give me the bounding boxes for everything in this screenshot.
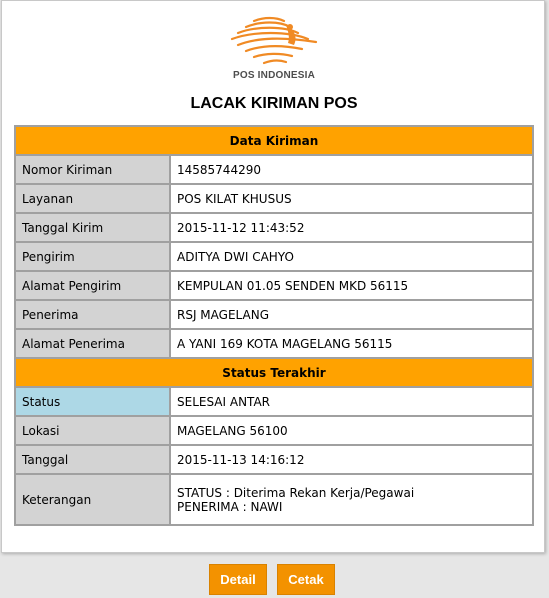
table-row xyxy=(15,387,533,416)
table-row xyxy=(15,155,533,184)
row-value-nomor-kiriman: 14585744290 xyxy=(170,155,533,184)
table-row xyxy=(15,184,533,213)
row-value-alamat-pengirim: KEMPULAN 01.05 SENDEN MKD 56115 xyxy=(170,271,533,300)
keterangan-line-penerima: PENERIMA : NAWI xyxy=(177,499,283,514)
row-label-pengirim: Pengirim xyxy=(15,242,170,271)
keterangan-line-status: STATUS : Diterima Rekan Kerja/Pegawai xyxy=(177,485,415,500)
row-label-status: Status xyxy=(15,387,170,416)
section-header-row xyxy=(15,358,533,387)
row-value-penerima: RSJ MAGELANG xyxy=(170,300,533,329)
table-row xyxy=(15,445,533,474)
row-value-keterangan xyxy=(170,474,533,525)
table-row xyxy=(15,329,533,358)
row-value-layanan: POS KILAT KHUSUS xyxy=(170,184,533,213)
table-row xyxy=(15,213,533,242)
detail-button[interactable]: Detail xyxy=(209,564,267,595)
cetak-button[interactable]: Cetak xyxy=(277,564,335,595)
row-value-tanggal-kirim: 2015-11-12 11:43:52 xyxy=(170,213,533,242)
row-value-pengirim: ADITYA DWI CAHYO xyxy=(170,242,533,271)
row-label-nomor-kiriman: Nomor Kiriman xyxy=(15,155,170,184)
table-row xyxy=(15,416,533,445)
page-title: LACAK KIRIMAN POS xyxy=(190,95,358,112)
pos-indonesia-logo xyxy=(224,15,324,85)
section-header-data-kiriman: Data Kiriman xyxy=(15,126,533,155)
table-row xyxy=(15,271,533,300)
table-row xyxy=(15,242,533,271)
table-row xyxy=(15,300,533,329)
row-label-alamat-pengirim: Alamat Pengirim xyxy=(15,271,170,300)
row-value-tanggal: 2015-11-13 14:16:12 xyxy=(170,445,533,474)
tracking-table xyxy=(14,125,534,526)
table-row xyxy=(15,474,533,525)
row-value-status: SELESAI ANTAR xyxy=(170,387,533,416)
logo-text: POS INDONESIA xyxy=(232,70,316,81)
row-label-lokasi: Lokasi xyxy=(15,416,170,445)
row-label-keterangan: Keterangan xyxy=(15,474,170,525)
row-label-tanggal-kirim: Tanggal Kirim xyxy=(15,213,170,242)
eagle-icon xyxy=(224,15,324,71)
row-value-alamat-penerima: A YANI 169 KOTA MAGELANG 56115 xyxy=(170,329,533,358)
section-header-status-terakhir: Status Terakhir xyxy=(15,358,533,387)
section-header-row xyxy=(15,126,533,155)
row-label-layanan: Layanan xyxy=(15,184,170,213)
row-value-lokasi: MAGELANG 56100 xyxy=(170,416,533,445)
row-label-alamat-penerima: Alamat Penerima xyxy=(15,329,170,358)
row-label-penerima: Penerima xyxy=(15,300,170,329)
tracking-card xyxy=(1,0,545,553)
row-label-tanggal: Tanggal xyxy=(15,445,170,474)
